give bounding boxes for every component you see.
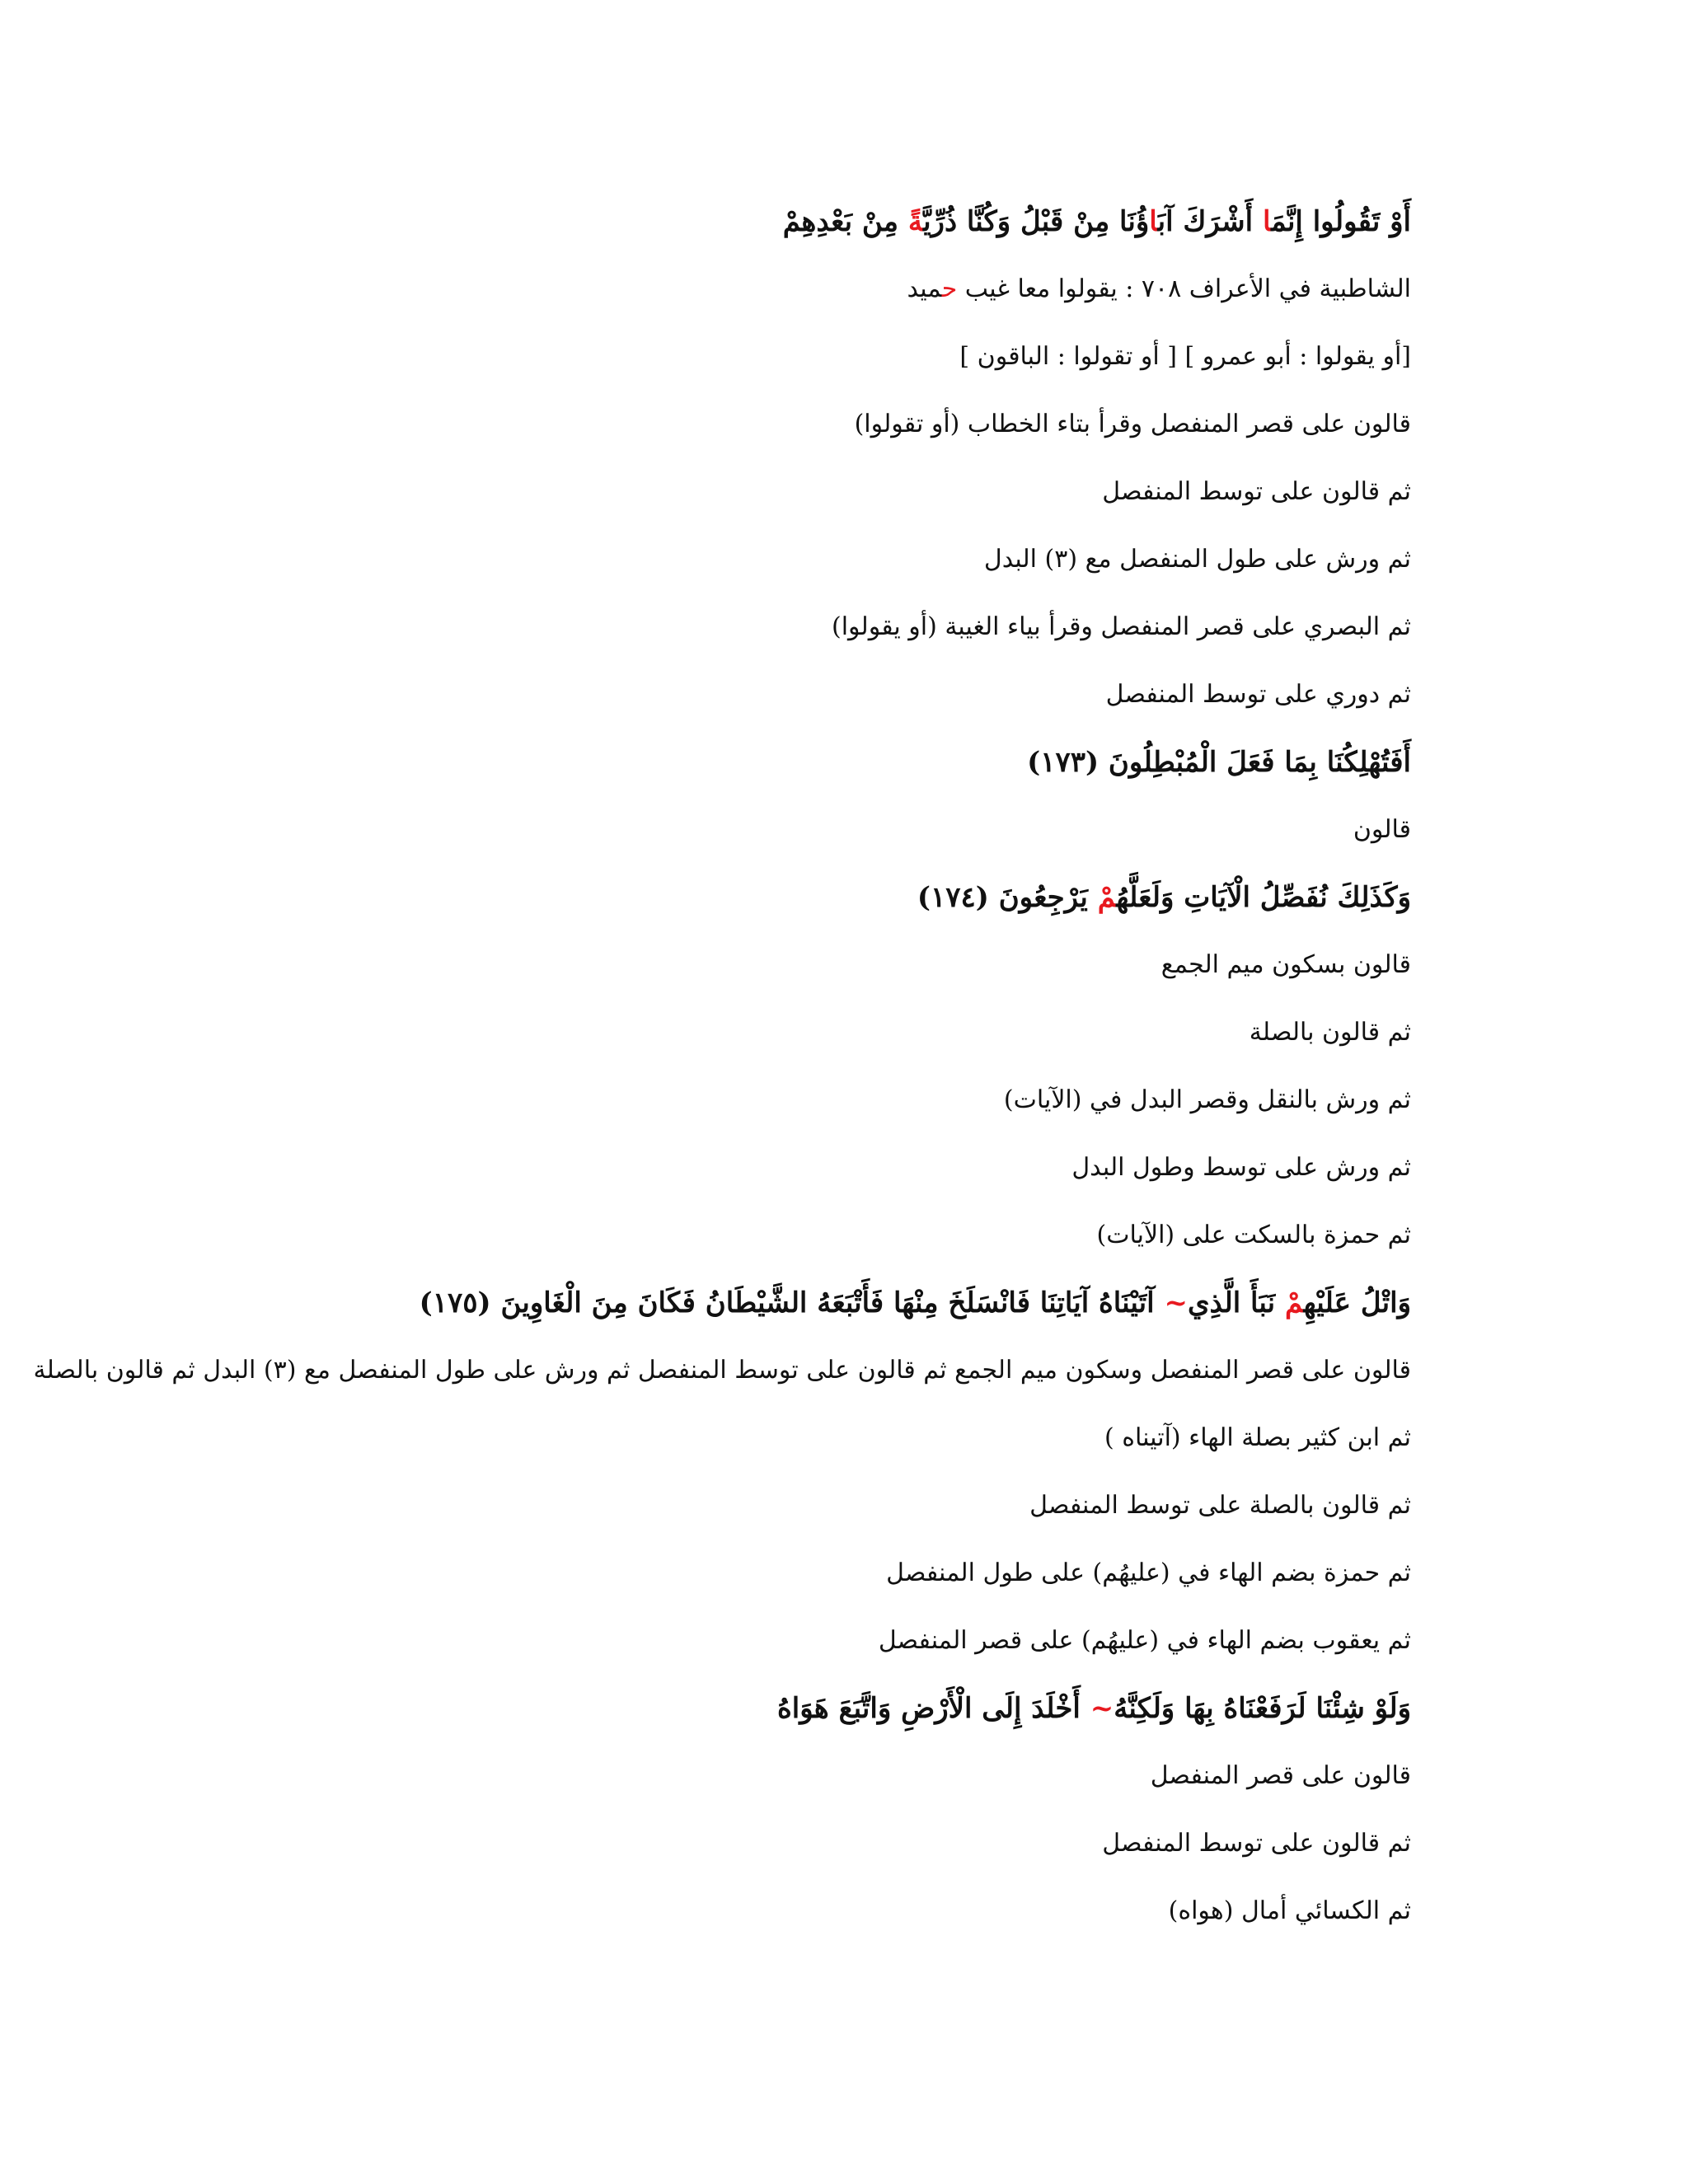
verse-text: آتَيْنَاهُ آيَاتِنَا فَانْسَلَخَ مِنْهَا فَأَتْبَعَهُ الشَّيْطَانُ فَكَانَ مِنَ الْغَاوِينَ (١٧٥) xyxy=(419,1286,1165,1319)
note-text: قالون على قصر المنفصل xyxy=(1150,1761,1411,1790)
verse-text: مِنْ بَعْدِهِمْ xyxy=(782,205,908,238)
verse-text: وَكَذَلِكَ نُفَصِّلُ الْآيَاتِ وَلَعَلَّهُ xyxy=(1116,881,1411,914)
verse-text: أَوْ تَقُولُوا إِنَّمَ xyxy=(1271,205,1411,238)
note-text: ثم حمزة بضم الهاء في (عليهُم) على طول المنفصل xyxy=(886,1558,1411,1587)
verse-line xyxy=(0,864,1411,931)
note-text: قالون xyxy=(1353,815,1411,844)
verse-line xyxy=(0,188,1411,255)
note-line xyxy=(0,1607,1411,1675)
note-text: ثم حمزة بالسكت على (الآيات) xyxy=(1096,1221,1411,1249)
note-line xyxy=(0,796,1411,864)
note-text: ثم دوري على توسط المنفصل xyxy=(1105,680,1411,709)
note-text: ثم ورش على طول المنفصل مع (٣) البدل xyxy=(983,545,1411,574)
note-text: الشاطبية في الأعراف ٧٠٨ : يقولوا معا غيب xyxy=(957,274,1411,303)
note-line xyxy=(0,458,1411,526)
note-line xyxy=(0,1134,1411,1202)
note-line xyxy=(0,1202,1411,1269)
note-line xyxy=(0,391,1411,458)
note-line xyxy=(0,661,1411,729)
highlight-mark: ا xyxy=(1262,205,1272,238)
note-text: ميد xyxy=(907,274,942,303)
note-line xyxy=(0,526,1411,593)
highlight-mark: ا xyxy=(1149,205,1158,238)
note-line xyxy=(0,1540,1411,1607)
verse-line xyxy=(0,1269,1411,1337)
verse-text: يَرْجِعُونَ (١٧٤) xyxy=(917,881,1098,914)
highlight-mark: ~ xyxy=(1090,1692,1114,1725)
note-text: ثم قالون بالصلة على توسط المنفصل xyxy=(1029,1491,1411,1520)
verse-text: وَلَوْ شِئْنَا لَرَفَعْنَاهُ بِهَا وَلَكِنَّهُ xyxy=(1114,1692,1411,1725)
verse-text: وَاتْلُ عَلَيْهِ xyxy=(1303,1286,1411,1319)
note-line xyxy=(0,1472,1411,1540)
note-line-wrapped xyxy=(0,1337,1411,1404)
note-line xyxy=(0,931,1411,999)
note-line xyxy=(0,593,1411,661)
note-text: ثم ابن كثير بصلة الهاء (آتيناه ) xyxy=(1104,1423,1411,1452)
note-text: ثم ورش بالنقل وقصر البدل في (الآيات) xyxy=(1003,1085,1411,1114)
note-text: ثم قالون على توسط المنفصل xyxy=(1102,477,1411,506)
note-line xyxy=(0,1742,1411,1810)
document-body xyxy=(0,188,1411,1945)
verse-text: نَبَأَ الَّذِي xyxy=(1187,1286,1285,1319)
note-line xyxy=(0,1404,1411,1472)
note-line xyxy=(0,1066,1411,1134)
note-text: قالون بسكون ميم الجمع xyxy=(1160,950,1411,979)
verse-text: ؤُنَا مِنْ قَبْلُ وَكُنَّا ذُرِّيَّ xyxy=(923,205,1150,238)
note-line xyxy=(0,323,1411,391)
note-text: ثم يعقوب بضم الهاء في (عليهُم) على قصر المنفصل xyxy=(878,1626,1411,1655)
note-line xyxy=(0,1877,1411,1945)
verse-text: أَخْلَدَ إِلَى الْأَرْضِ وَاتَّبَعَ هَوَاهُ xyxy=(776,1692,1090,1725)
highlight-mark: ح xyxy=(941,274,958,303)
verse-line xyxy=(0,729,1411,796)
note-text: ثم قالون على توسط المنفصل xyxy=(1102,1829,1411,1858)
note-text: ثم قالون بالصلة xyxy=(1249,1018,1411,1047)
verse-text: أَفَتُهْلِكُنَا بِمَا فَعَلَ الْمُبْطِلُونَ (١٧٣) xyxy=(1027,746,1411,779)
note-line xyxy=(0,255,1411,323)
note-text: [أو يقولوا : أبو عمرو ] [ أو تقولوا : الباقون ] xyxy=(959,342,1411,371)
note-line xyxy=(0,999,1411,1066)
note-text: قالون على قصر المنفصل وسكون ميم الجمع ثم قالون على توسط المنفصل ثم ورش على طول المنفصل مع (٣) البدل ثم قالون بالصلة xyxy=(33,1356,1411,1385)
highlight-mark: مْ xyxy=(1097,881,1117,914)
note-text: ثم الكسائي أمال (هواه) xyxy=(1168,1896,1411,1925)
verse-text: أَشْرَكَ آبَ xyxy=(1157,205,1263,238)
highlight-mark: مْ xyxy=(1284,1286,1304,1319)
note-line xyxy=(0,1810,1411,1877)
note-text: ثم ورش على توسط وطول البدل xyxy=(1071,1153,1411,1182)
highlight-mark: ةً xyxy=(907,205,924,238)
highlight-mark: ~ xyxy=(1164,1286,1188,1319)
verse-line xyxy=(0,1675,1411,1742)
note-text: قالون على قصر المنفصل وقرأ بتاء الخطاب (أو تقولوا) xyxy=(854,410,1411,438)
note-text: ثم البصري على قصر المنفصل وقرأ بياء الغيبة (أو يقولوا) xyxy=(832,612,1411,641)
